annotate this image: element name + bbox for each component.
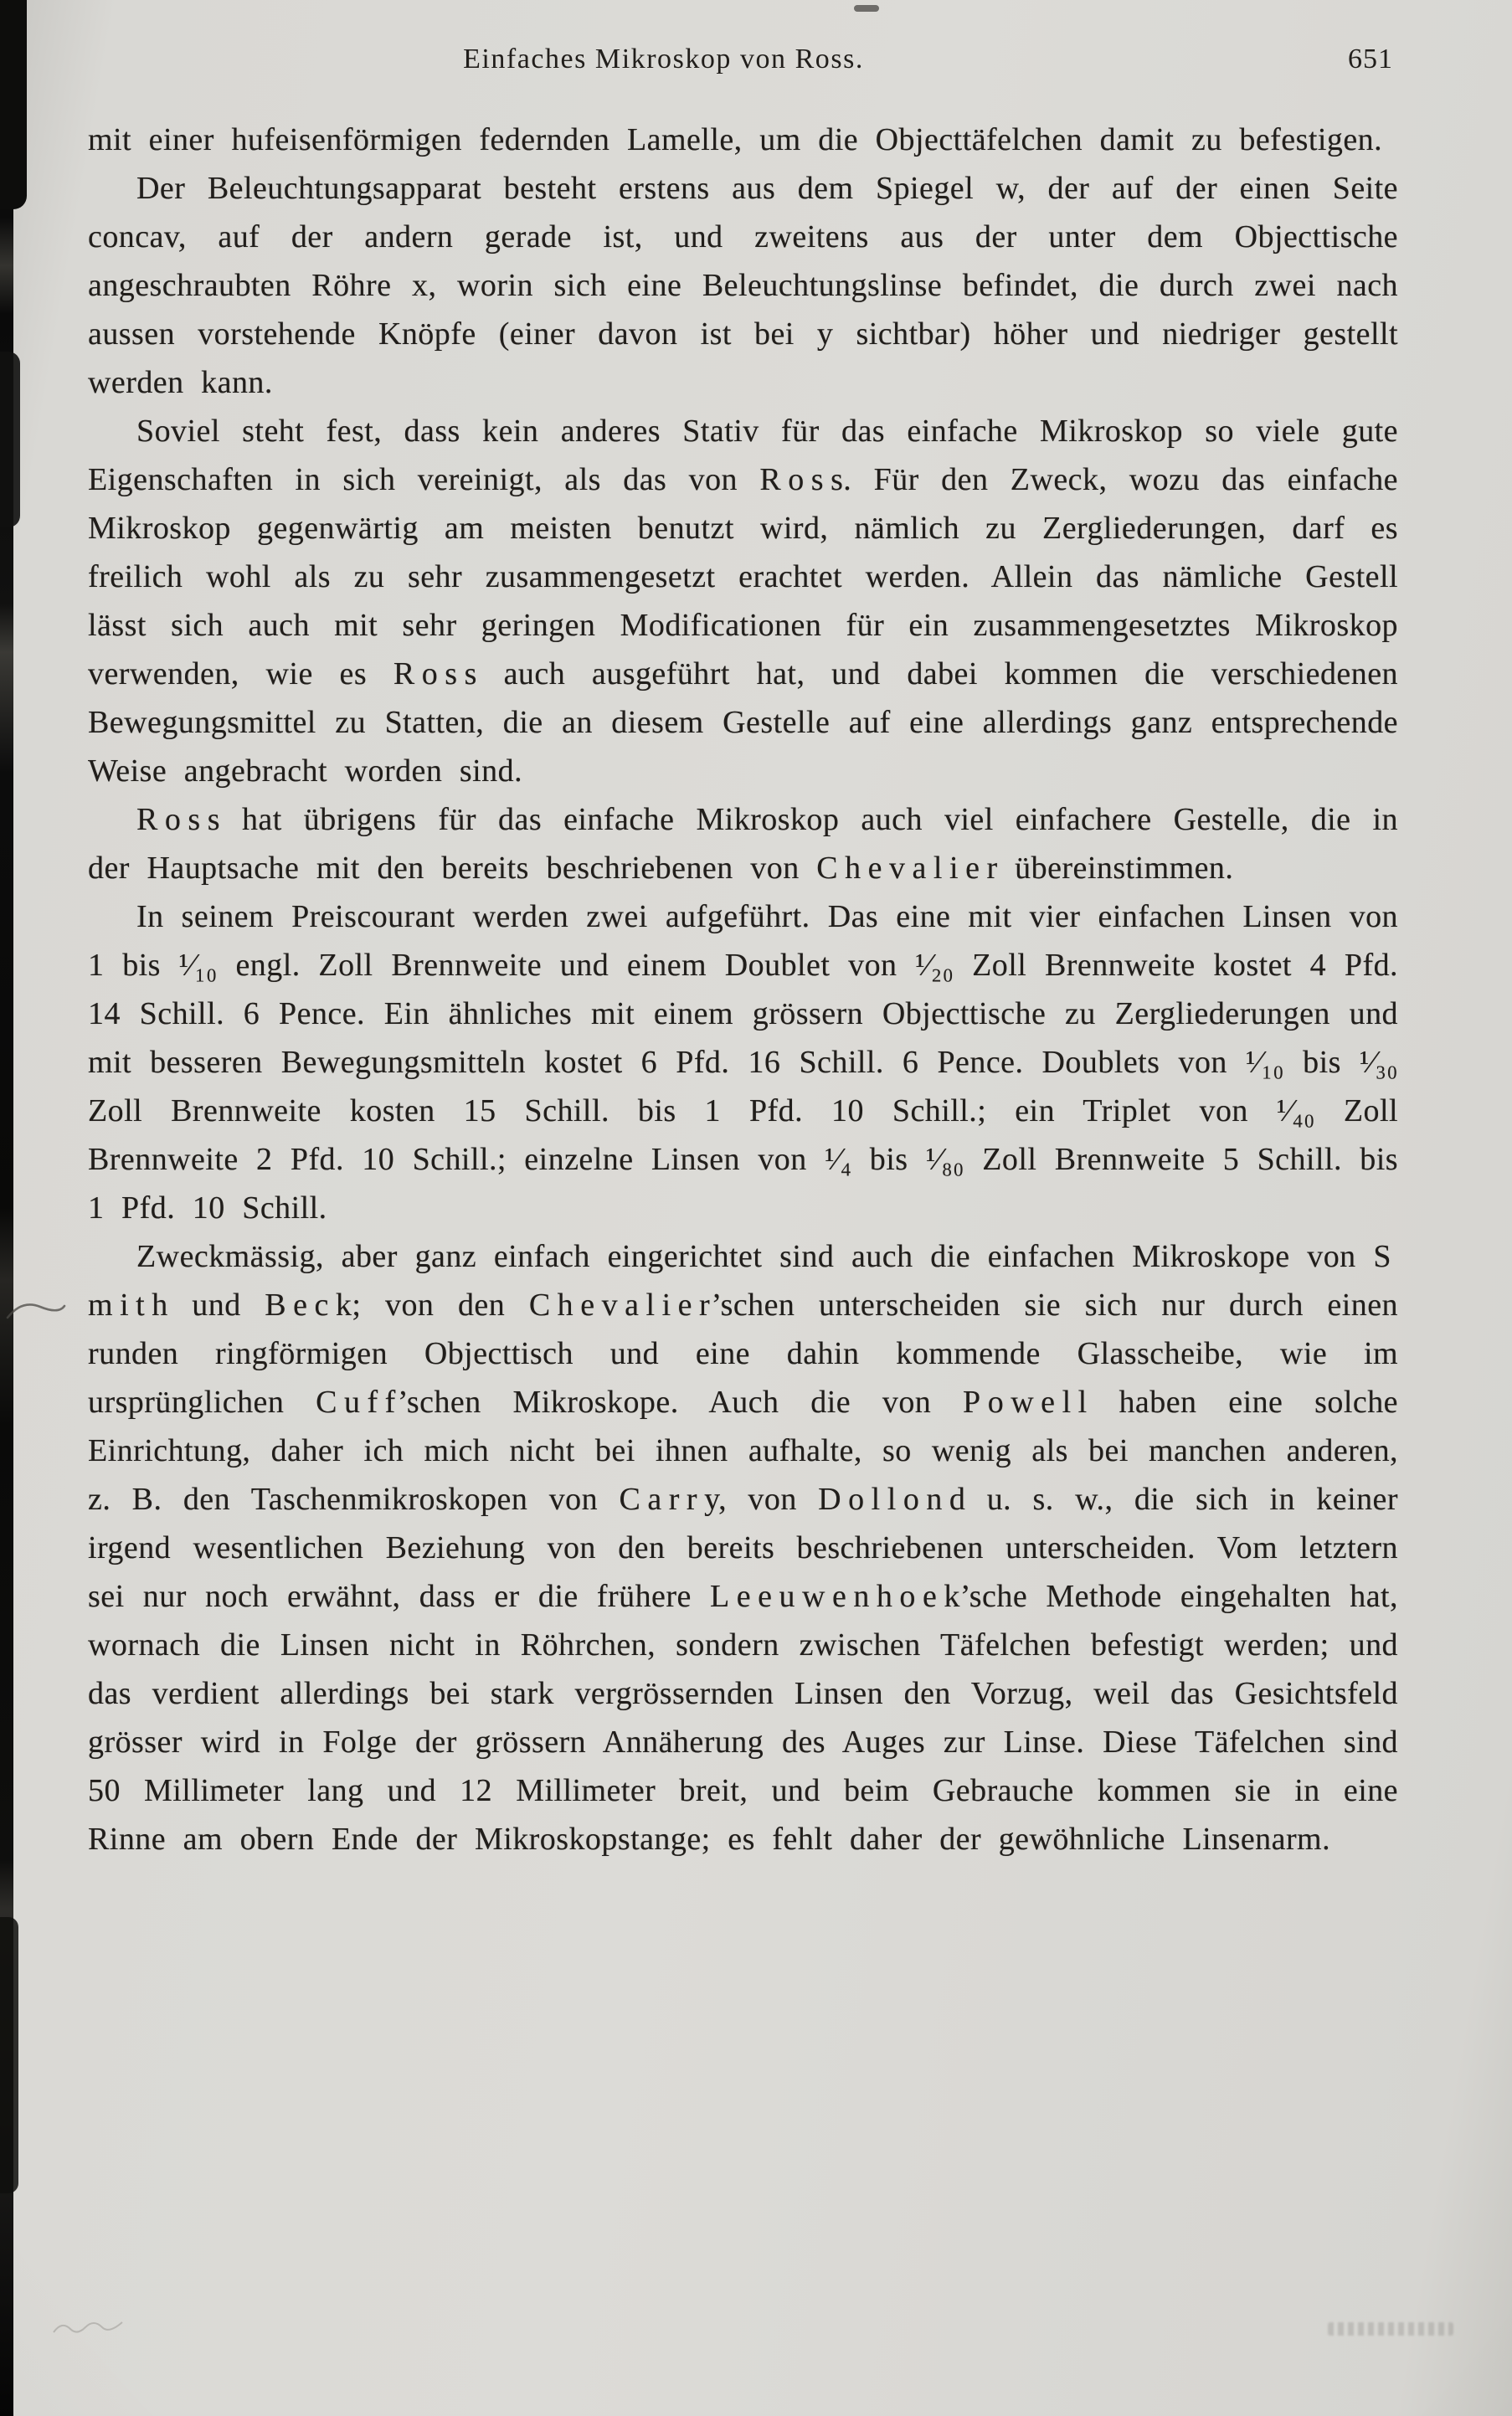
paragraph-1: mit einer hufeisenförmigen federnden Lamelle, um die Objecttäfelchen damit zu befestigen. [88,122,1383,157]
margin-pencil-mark [5,1296,67,1324]
page-body [88,116,1398,1863]
page-number: 651 [1347,44,1393,75]
paragraph-5: In seinem Preiscourant werden zwei aufgeführt. Das eine mit vier einfachen Linsen von 1 bis ¹⁄₁₀ engl. Zoll Brennweite und einem Doublet von ¹⁄₂₀ Zoll Brennweite kostet 4 Pfd. 14 Schill. 6 Pence. Ein ähnliches mit einem grössern Objecttische zu Zergliederungen und mit besseren Bewegungsmitteln kostet 6 Pfd. 16 Schill. 6 Pence. Doublets von ¹⁄₁₀ bis ¹⁄₃₀ Zoll Brennweite kosten 15 Schill. bis 1 Pfd. 10 Schill.; ein Triplet von ¹⁄₄₀ Zoll Brennweite 2 Pfd. 10 Schill.; einzelne Linsen von ¹⁄₄ bis ¹⁄₈₀ Zoll Brennweite 5 Schill. bis 1 Pfd. 10 Schill. [88,899,1398,1226]
paragraph-2: Der Beleuchtungsapparat besteht erstens aus dem Spiegel w, der auf der einen Seite concav, auf der andern gerade ist, und zweitens aus der unter dem Objecttische angeschraubten Röhre x, worin sich eine Beleuchtungslinse befindet, die durch zwei nach aussen vorstehende Knöpfe (einer davon ist bei y sichtbar) höher und niedriger gestellt werden kann. [88,171,1398,400]
bleedthrough-smudge [1328,2322,1453,2336]
gutter-dark-patch [0,1917,18,2193]
page-header [0,0,1512,87]
paragraph-3: Soviel steht fest, dass kein anderes Stativ für das einfache Mikroskop so viele gute Eigenschaften in sich vereinigt, als das von R o s s. Für den Zweck, wozu das einfache Mikroskop gegenwärtig am meisten benutzt wird, nämlich zu Zergliederungen, darf es freilich wohl als zu sehr zusammengesetzt erachtet werden. Allein das nämliche Gestell lässt sich auch mit sehr geringen Modificationen für ein zusammengesetztes Mikroskop verwenden, wie es R o s s auch ausgeführt hat, und dabei kommen die verschiedenen Bewegungsmittel zu Statten, die an diesem Gestelle auf eine allerdings ganz entsprechende Weise angebracht worden sind. [88,414,1398,789]
paragraph-4: R o s s hat übrigens für das einfache Mikroskop auch viel einfachere Gestelle, die in der Hauptsache mit den bereits beschriebenen von C h e v a l i e r übereinstimmen. [88,802,1398,886]
gutter-dark-patch [0,352,20,527]
running-title-text: Einfaches Mikroskop von Ross. [463,44,864,75]
running-title [88,44,1398,75]
pencil-scribble [50,2307,126,2341]
paragraph-6: Zweckmässig, aber ganz einfach eingerichtet sind auch die einfachen Mikroskope von S m i t h und B e c k; von den C h e v a l i e r’schen unterscheiden sie sich nur durch einen runden ringförmigen Objecttisch und eine dahin kommende Glasscheibe, wie im ursprünglichen C u f f’schen Mikroskope. Auch die von P o w e l l haben eine solche Einrichtung, daher ich mich nicht bei ihnen aufhalte, so wenig als bei manchen anderen, z. B. den Taschenmikroskopen von C a r r y, von D o l l o n d u. s. w., die sich in keiner irgend wesentlichen Beziehung von den bereits beschriebenen unterscheiden. Vom letztern sei nur noch erwähnt, dass er die frühere L e e u w e n h o e k’sche Methode eingehalten hat, wornach die Linsen nicht in Röhrchen, sondern zwischen Täfelchen befestigt werden; und das verdient allerdings bei stark vergrössernden Linsen den Vorzug, weil das Gesichtsfeld grösser wird in Folge der grössern Annäherung des Auges zur Linse. Diese Täfelchen sind 50 Millimeter lang und 12 Millimeter breit, und beim Gebrauche kommen sie in eine Rinne am obern Ende der Mikroskopstange; es fehlt daher der gewöhnliche Linsenarm. [88,1239,1398,1857]
